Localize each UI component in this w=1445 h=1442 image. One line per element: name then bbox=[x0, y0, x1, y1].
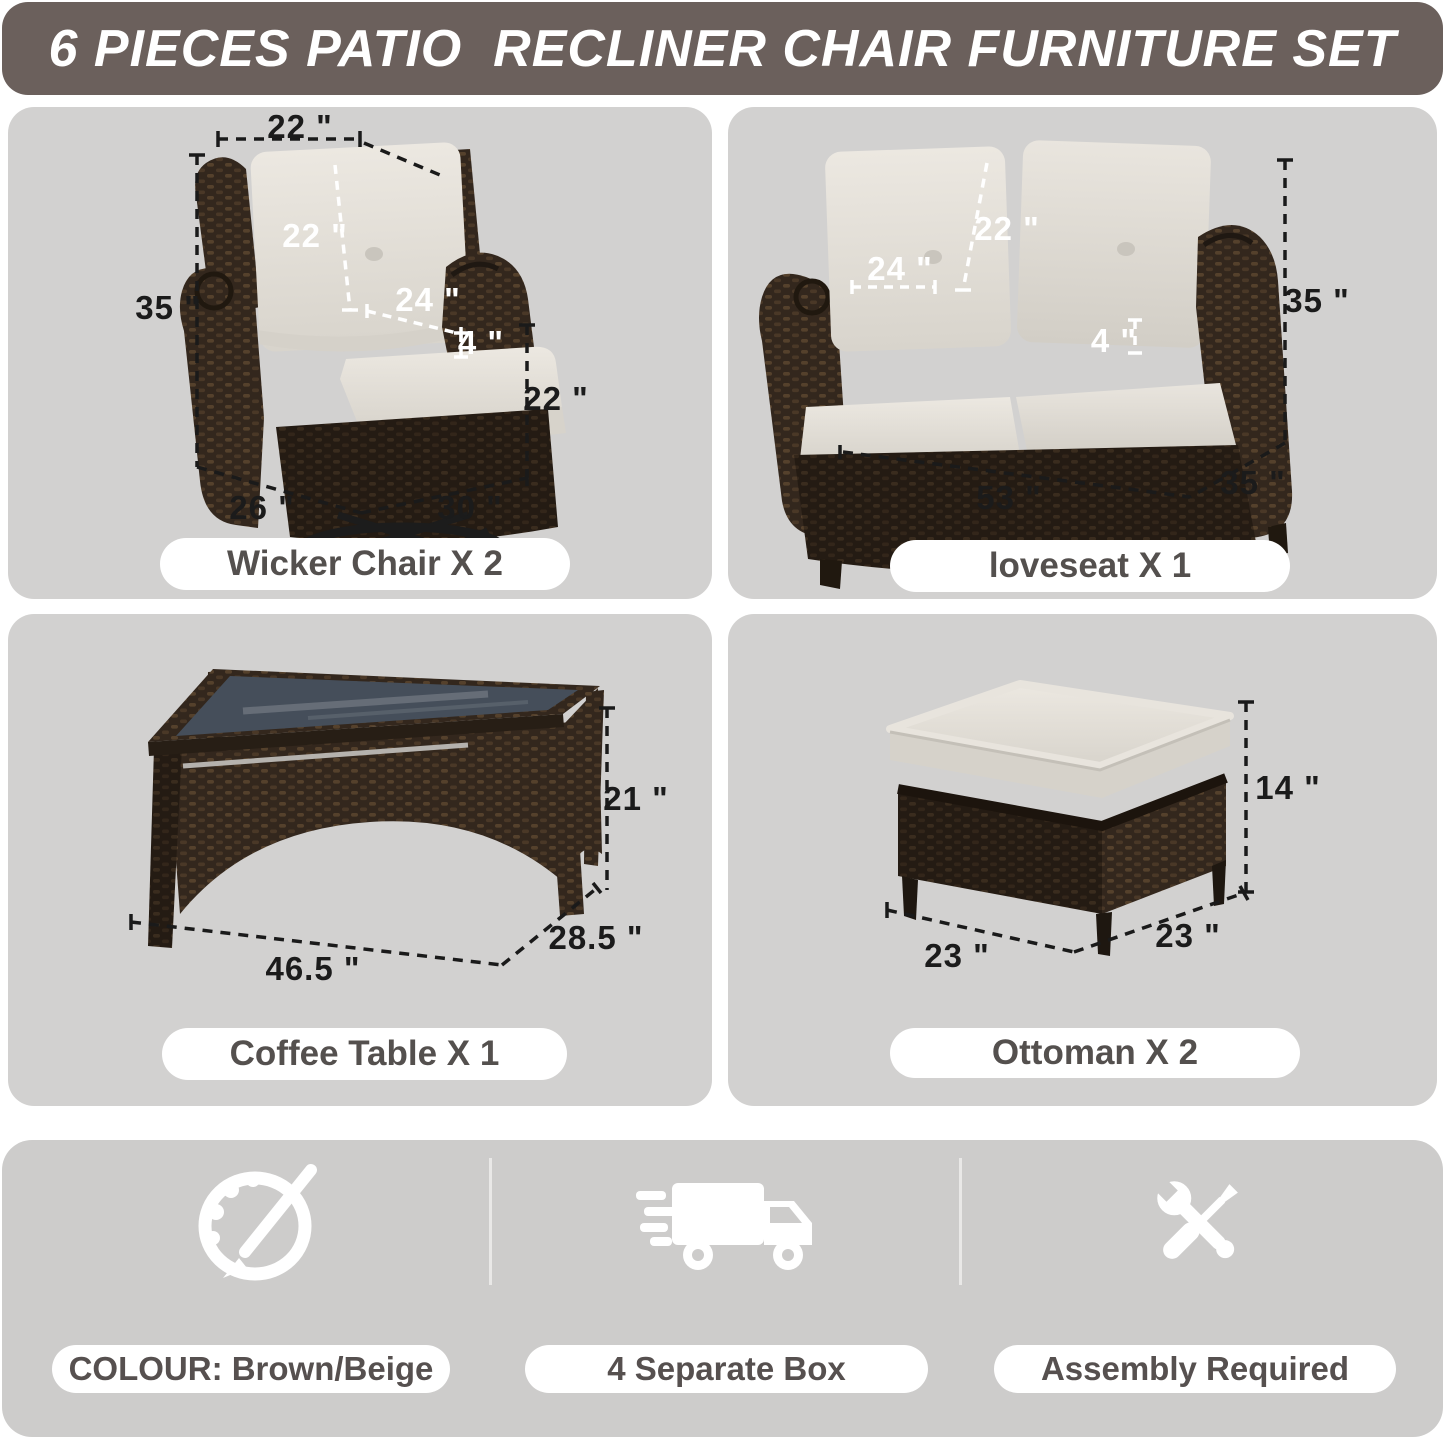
header-banner bbox=[2, 2, 1443, 95]
dim-height: 21 " bbox=[603, 780, 669, 817]
divider bbox=[959, 1158, 962, 1285]
truck-icon bbox=[636, 1175, 826, 1275]
divider bbox=[489, 1158, 492, 1285]
dim-depth: 28.5 " bbox=[548, 919, 644, 956]
footer-info bbox=[2, 1140, 1443, 1437]
page-title: 6 PIECES PATIO RECLINER CHAIR FURNITURE SET bbox=[48, 19, 1397, 78]
label-coffee-table: Coffee Table X 1 bbox=[162, 1028, 567, 1080]
dim-height: 35 " bbox=[135, 289, 201, 326]
tools-icon bbox=[1144, 1168, 1254, 1278]
panel-ottoman bbox=[728, 614, 1437, 1106]
dim-seat-height: 22 " bbox=[523, 380, 589, 417]
dim-cushion-thick: 4 " bbox=[457, 324, 505, 361]
dim-depth: 35 " bbox=[1220, 464, 1286, 501]
dim-height: 14 " bbox=[1255, 769, 1321, 806]
dim-depth: 23 " bbox=[1155, 917, 1221, 954]
dim-seat-depth: 24 " bbox=[395, 281, 461, 318]
dim-width: 46.5 " bbox=[265, 950, 361, 987]
dim-height: 35 " bbox=[1284, 282, 1350, 319]
dim-width: 30 " bbox=[437, 489, 503, 526]
dim-cushion-thick: 4 " bbox=[1090, 322, 1138, 359]
colour-badge: COLOUR: Brown/Beige bbox=[52, 1345, 450, 1393]
wicker-chair-image bbox=[8, 107, 712, 599]
dim-back-cushion: 22 " bbox=[282, 217, 348, 254]
assembly-badge: Assembly Required bbox=[994, 1345, 1396, 1393]
dim-back-cushion: 22 " bbox=[974, 210, 1040, 247]
dim-back-width: 22 " bbox=[267, 108, 333, 145]
label-wicker-chair: Wicker Chair X 2 bbox=[160, 538, 570, 590]
palette-icon bbox=[195, 1160, 325, 1290]
dim-width: 53 " bbox=[976, 479, 1042, 516]
panel-coffee-table bbox=[8, 614, 712, 1106]
dim-width: 23 " bbox=[924, 937, 990, 974]
loveseat-image bbox=[728, 107, 1437, 599]
panel-wicker-chair bbox=[8, 107, 712, 599]
dim-arm-depth: 24 " bbox=[867, 250, 933, 287]
label-loveseat: loveseat X 1 bbox=[890, 540, 1290, 592]
label-ottoman: Ottoman X 2 bbox=[890, 1028, 1300, 1078]
panel-loveseat bbox=[728, 107, 1437, 599]
boxes-badge: 4 Separate Box bbox=[525, 1345, 928, 1393]
dim-depth: 26 " bbox=[229, 489, 295, 526]
